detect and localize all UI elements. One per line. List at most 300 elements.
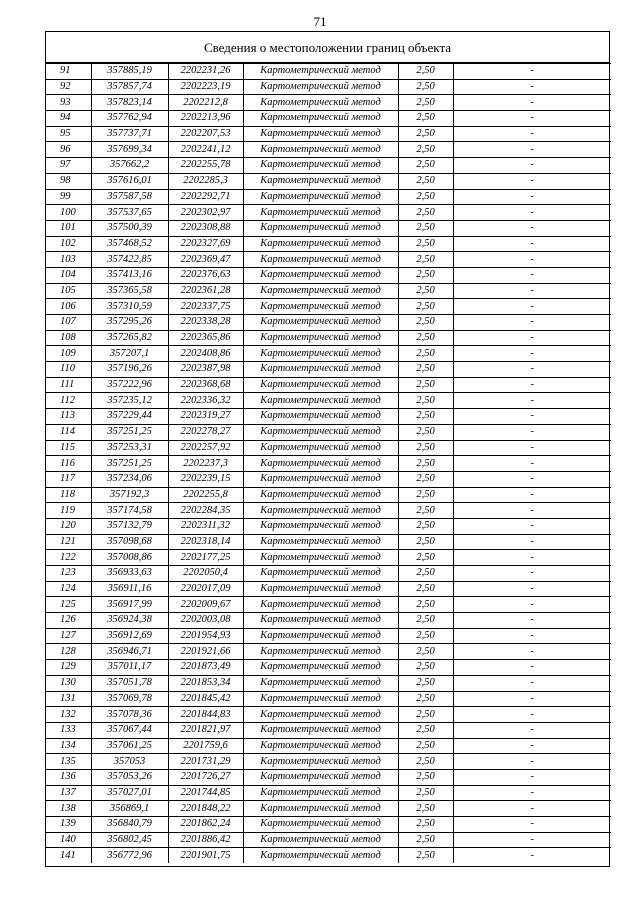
description-cell: - bbox=[453, 142, 611, 158]
description-cell: - bbox=[453, 581, 611, 597]
table-row bbox=[46, 283, 611, 299]
description-cell: - bbox=[453, 597, 611, 613]
accuracy-cell: 2,50 bbox=[398, 566, 453, 582]
x-coordinate-cell: 357196,26 bbox=[91, 362, 168, 378]
x-coordinate-cell: 356911,16 bbox=[91, 581, 168, 597]
point-number-cell: 110 bbox=[46, 362, 91, 378]
description-cell: - bbox=[453, 832, 611, 848]
point-number-cell: 134 bbox=[46, 738, 91, 754]
y-coordinate-cell: 2201862,24 bbox=[168, 817, 243, 833]
accuracy-cell: 2,50 bbox=[398, 346, 453, 362]
y-coordinate-cell: 2202336,32 bbox=[168, 393, 243, 409]
table-row bbox=[46, 189, 611, 205]
method-cell: Картометрический метод bbox=[243, 801, 398, 817]
point-number-cell: 107 bbox=[46, 315, 91, 331]
description-cell: - bbox=[453, 252, 611, 268]
method-cell: Картометрический метод bbox=[243, 220, 398, 236]
method-cell: Картометрический метод bbox=[243, 487, 398, 503]
table-row bbox=[46, 691, 611, 707]
table-row bbox=[46, 64, 611, 80]
y-coordinate-cell: 2201886,42 bbox=[168, 832, 243, 848]
point-number-cell: 93 bbox=[46, 95, 91, 111]
y-coordinate-cell: 2201853,34 bbox=[168, 675, 243, 691]
method-cell: Картометрический метод bbox=[243, 95, 398, 111]
x-coordinate-cell: 357011,17 bbox=[91, 660, 168, 676]
page-number: 71 bbox=[313, 14, 327, 29]
table-row bbox=[46, 738, 611, 754]
x-coordinate-cell: 357053 bbox=[91, 754, 168, 770]
x-coordinate-cell: 356869,1 bbox=[91, 801, 168, 817]
description-cell: - bbox=[453, 330, 611, 346]
description-cell: - bbox=[453, 675, 611, 691]
description-cell: - bbox=[453, 487, 611, 503]
y-coordinate-cell: 2202302,97 bbox=[168, 205, 243, 221]
point-number-cell: 101 bbox=[46, 220, 91, 236]
x-coordinate-cell: 357422,85 bbox=[91, 252, 168, 268]
x-coordinate-cell: 357234,06 bbox=[91, 471, 168, 487]
method-cell: Картометрический метод bbox=[243, 346, 398, 362]
x-coordinate-cell: 357008,86 bbox=[91, 550, 168, 566]
method-cell: Картометрический метод bbox=[243, 424, 398, 440]
section-title: Сведения о местоположении границ объекта bbox=[46, 32, 609, 63]
point-number-cell: 129 bbox=[46, 660, 91, 676]
x-coordinate-cell: 356924,38 bbox=[91, 613, 168, 629]
x-coordinate-cell: 357857,74 bbox=[91, 79, 168, 95]
description-cell: - bbox=[453, 236, 611, 252]
accuracy-cell: 2,50 bbox=[398, 64, 453, 80]
y-coordinate-cell: 2202177,25 bbox=[168, 550, 243, 566]
method-cell: Картометрический метод bbox=[243, 848, 398, 863]
x-coordinate-cell: 357310,59 bbox=[91, 299, 168, 315]
point-number-cell: 135 bbox=[46, 754, 91, 770]
method-cell: Картометрический метод bbox=[243, 299, 398, 315]
point-number-cell: 123 bbox=[46, 566, 91, 582]
description-cell: - bbox=[453, 848, 611, 863]
accuracy-cell: 2,50 bbox=[398, 691, 453, 707]
description-cell: - bbox=[453, 738, 611, 754]
point-number-cell: 102 bbox=[46, 236, 91, 252]
point-number-cell: 128 bbox=[46, 644, 91, 660]
accuracy-cell: 2,50 bbox=[398, 503, 453, 519]
point-number-cell: 126 bbox=[46, 613, 91, 629]
y-coordinate-cell: 2202292,71 bbox=[168, 189, 243, 205]
x-coordinate-cell: 357051,78 bbox=[91, 675, 168, 691]
description-cell: - bbox=[453, 95, 611, 111]
point-number-cell: 120 bbox=[46, 518, 91, 534]
method-cell: Картометрический метод bbox=[243, 785, 398, 801]
x-coordinate-cell: 357737,71 bbox=[91, 126, 168, 142]
y-coordinate-cell: 2201954,93 bbox=[168, 628, 243, 644]
method-cell: Картометрический метод bbox=[243, 456, 398, 472]
accuracy-cell: 2,50 bbox=[398, 534, 453, 550]
description-cell: - bbox=[453, 628, 611, 644]
x-coordinate-cell: 356772,96 bbox=[91, 848, 168, 863]
method-cell: Картометрический метод bbox=[243, 660, 398, 676]
y-coordinate-cell: 2202327,69 bbox=[168, 236, 243, 252]
accuracy-cell: 2,50 bbox=[398, 817, 453, 833]
x-coordinate-cell: 356802,45 bbox=[91, 832, 168, 848]
x-coordinate-cell: 357413,16 bbox=[91, 267, 168, 283]
table-row bbox=[46, 566, 611, 582]
method-cell: Картометрический метод bbox=[243, 613, 398, 629]
method-cell: Картометрический метод bbox=[243, 189, 398, 205]
description-cell: - bbox=[453, 220, 611, 236]
y-coordinate-cell: 2201921,66 bbox=[168, 644, 243, 660]
table-row bbox=[46, 315, 611, 331]
y-coordinate-cell: 2201845,42 bbox=[168, 691, 243, 707]
description-cell: - bbox=[453, 205, 611, 221]
x-coordinate-cell: 357251,25 bbox=[91, 424, 168, 440]
y-coordinate-cell: 2201731,29 bbox=[168, 754, 243, 770]
accuracy-cell: 2,50 bbox=[398, 158, 453, 174]
method-cell: Картометрический метод bbox=[243, 409, 398, 425]
point-number-cell: 131 bbox=[46, 691, 91, 707]
accuracy-cell: 2,50 bbox=[398, 315, 453, 331]
description-cell: - bbox=[453, 801, 611, 817]
accuracy-cell: 2,50 bbox=[398, 581, 453, 597]
y-coordinate-cell: 2201901,75 bbox=[168, 848, 243, 863]
table-row bbox=[46, 675, 611, 691]
accuracy-cell: 2,50 bbox=[398, 220, 453, 236]
method-cell: Картометрический метод bbox=[243, 330, 398, 346]
point-number-cell: 139 bbox=[46, 817, 91, 833]
description-cell: - bbox=[453, 111, 611, 127]
y-coordinate-cell: 2202050,4 bbox=[168, 566, 243, 582]
table-row bbox=[46, 252, 611, 268]
table-row bbox=[46, 644, 611, 660]
accuracy-cell: 2,50 bbox=[398, 848, 453, 863]
point-number-cell: 97 bbox=[46, 158, 91, 174]
description-cell: - bbox=[453, 769, 611, 785]
point-number-cell: 115 bbox=[46, 440, 91, 456]
method-cell: Картометрический метод bbox=[243, 158, 398, 174]
method-cell: Картометрический метод bbox=[243, 644, 398, 660]
y-coordinate-cell: 2202387,98 bbox=[168, 362, 243, 378]
table-row bbox=[46, 801, 611, 817]
accuracy-cell: 2,50 bbox=[398, 722, 453, 738]
y-coordinate-cell: 2202207,53 bbox=[168, 126, 243, 142]
x-coordinate-cell: 356946,71 bbox=[91, 644, 168, 660]
table-row bbox=[46, 346, 611, 362]
y-coordinate-cell: 2202376,63 bbox=[168, 267, 243, 283]
y-coordinate-cell: 2201844,83 bbox=[168, 707, 243, 723]
method-cell: Картометрический метод bbox=[243, 393, 398, 409]
x-coordinate-cell: 357027,01 bbox=[91, 785, 168, 801]
description-cell: - bbox=[453, 158, 611, 174]
x-coordinate-cell: 356933,63 bbox=[91, 566, 168, 582]
table-row bbox=[46, 111, 611, 127]
point-number-cell: 100 bbox=[46, 205, 91, 221]
boundary-points-table bbox=[46, 63, 611, 863]
description-cell: - bbox=[453, 613, 611, 629]
description-cell: - bbox=[453, 707, 611, 723]
point-number-cell: 108 bbox=[46, 330, 91, 346]
point-number-cell: 136 bbox=[46, 769, 91, 785]
x-coordinate-cell: 357253,31 bbox=[91, 440, 168, 456]
method-cell: Картометрический метод bbox=[243, 503, 398, 519]
accuracy-cell: 2,50 bbox=[398, 173, 453, 189]
description-cell: - bbox=[453, 173, 611, 189]
table-row bbox=[46, 785, 611, 801]
point-number-cell: 109 bbox=[46, 346, 91, 362]
accuracy-cell: 2,50 bbox=[398, 487, 453, 503]
table-row bbox=[46, 597, 611, 613]
method-cell: Картометрический метод bbox=[243, 64, 398, 80]
accuracy-cell: 2,50 bbox=[398, 738, 453, 754]
point-number-cell: 98 bbox=[46, 173, 91, 189]
x-coordinate-cell: 356912,69 bbox=[91, 628, 168, 644]
x-coordinate-cell: 357587,58 bbox=[91, 189, 168, 205]
accuracy-cell: 2,50 bbox=[398, 628, 453, 644]
method-cell: Картометрический метод bbox=[243, 315, 398, 331]
y-coordinate-cell: 2202257,92 bbox=[168, 440, 243, 456]
accuracy-cell: 2,50 bbox=[398, 236, 453, 252]
y-coordinate-cell: 2201759,6 bbox=[168, 738, 243, 754]
description-cell: - bbox=[453, 189, 611, 205]
point-number-cell: 111 bbox=[46, 377, 91, 393]
description-cell: - bbox=[453, 660, 611, 676]
method-cell: Картометрический метод bbox=[243, 440, 398, 456]
method-cell: Картометрический метод bbox=[243, 581, 398, 597]
description-cell: - bbox=[453, 503, 611, 519]
method-cell: Картометрический метод bbox=[243, 236, 398, 252]
point-number-cell: 118 bbox=[46, 487, 91, 503]
description-cell: - bbox=[453, 691, 611, 707]
table-row bbox=[46, 236, 611, 252]
point-number-cell: 92 bbox=[46, 79, 91, 95]
accuracy-cell: 2,50 bbox=[398, 613, 453, 629]
x-coordinate-cell: 357537,65 bbox=[91, 205, 168, 221]
accuracy-cell: 2,50 bbox=[398, 79, 453, 95]
y-coordinate-cell: 2202338,28 bbox=[168, 315, 243, 331]
method-cell: Картометрический метод bbox=[243, 252, 398, 268]
table-row bbox=[46, 79, 611, 95]
x-coordinate-cell: 357061,25 bbox=[91, 738, 168, 754]
method-cell: Картометрический метод bbox=[243, 754, 398, 770]
table-row bbox=[46, 299, 611, 315]
x-coordinate-cell: 357500,39 bbox=[91, 220, 168, 236]
accuracy-cell: 2,50 bbox=[398, 675, 453, 691]
point-number-cell: 96 bbox=[46, 142, 91, 158]
x-coordinate-cell: 357235,12 bbox=[91, 393, 168, 409]
table-row bbox=[46, 707, 611, 723]
x-coordinate-cell: 357468,52 bbox=[91, 236, 168, 252]
accuracy-cell: 2,50 bbox=[398, 142, 453, 158]
accuracy-cell: 2,50 bbox=[398, 471, 453, 487]
y-coordinate-cell: 2202284,35 bbox=[168, 503, 243, 519]
y-coordinate-cell: 2201821,97 bbox=[168, 722, 243, 738]
accuracy-cell: 2,50 bbox=[398, 393, 453, 409]
x-coordinate-cell: 357885,19 bbox=[91, 64, 168, 80]
accuracy-cell: 2,50 bbox=[398, 252, 453, 268]
table-row bbox=[46, 613, 611, 629]
accuracy-cell: 2,50 bbox=[398, 785, 453, 801]
y-coordinate-cell: 2202337,75 bbox=[168, 299, 243, 315]
y-coordinate-cell: 2202223,19 bbox=[168, 79, 243, 95]
table-row bbox=[46, 628, 611, 644]
accuracy-cell: 2,50 bbox=[398, 409, 453, 425]
table-row bbox=[46, 424, 611, 440]
table-row bbox=[46, 440, 611, 456]
y-coordinate-cell: 2202278,27 bbox=[168, 424, 243, 440]
method-cell: Картометрический метод bbox=[243, 79, 398, 95]
table-row bbox=[46, 173, 611, 189]
description-cell: - bbox=[453, 267, 611, 283]
y-coordinate-cell: 2201744,85 bbox=[168, 785, 243, 801]
x-coordinate-cell: 357762,94 bbox=[91, 111, 168, 127]
point-number-cell: 127 bbox=[46, 628, 91, 644]
table-row bbox=[46, 393, 611, 409]
table-row bbox=[46, 220, 611, 236]
x-coordinate-cell: 357616,01 bbox=[91, 173, 168, 189]
boundary-table-sheet bbox=[45, 31, 610, 867]
x-coordinate-cell: 357699,34 bbox=[91, 142, 168, 158]
point-number-cell: 117 bbox=[46, 471, 91, 487]
x-coordinate-cell: 357098,68 bbox=[91, 534, 168, 550]
x-coordinate-cell: 357222,96 bbox=[91, 377, 168, 393]
table-row bbox=[46, 456, 611, 472]
accuracy-cell: 2,50 bbox=[398, 832, 453, 848]
x-coordinate-cell: 357174,58 bbox=[91, 503, 168, 519]
point-number-cell: 112 bbox=[46, 393, 91, 409]
method-cell: Картометрический метод bbox=[243, 518, 398, 534]
table-row bbox=[46, 848, 611, 863]
point-number-cell: 106 bbox=[46, 299, 91, 315]
accuracy-cell: 2,50 bbox=[398, 707, 453, 723]
x-coordinate-cell: 357053,26 bbox=[91, 769, 168, 785]
point-number-cell: 95 bbox=[46, 126, 91, 142]
table-row bbox=[46, 660, 611, 676]
accuracy-cell: 2,50 bbox=[398, 597, 453, 613]
table-row bbox=[46, 754, 611, 770]
method-cell: Картометрический метод bbox=[243, 471, 398, 487]
method-cell: Картометрический метод bbox=[243, 566, 398, 582]
method-cell: Картометрический метод bbox=[243, 267, 398, 283]
method-cell: Картометрический метод bbox=[243, 675, 398, 691]
table-row bbox=[46, 534, 611, 550]
description-cell: - bbox=[453, 566, 611, 582]
y-coordinate-cell: 2202239,15 bbox=[168, 471, 243, 487]
point-number-cell: 103 bbox=[46, 252, 91, 268]
accuracy-cell: 2,50 bbox=[398, 205, 453, 221]
accuracy-cell: 2,50 bbox=[398, 424, 453, 440]
method-cell: Картометрический метод bbox=[243, 126, 398, 142]
y-coordinate-cell: 2202311,32 bbox=[168, 518, 243, 534]
method-cell: Картометрический метод bbox=[243, 738, 398, 754]
description-cell: - bbox=[453, 283, 611, 299]
method-cell: Картометрический метод bbox=[243, 597, 398, 613]
method-cell: Картометрический метод bbox=[243, 769, 398, 785]
point-number-cell: 119 bbox=[46, 503, 91, 519]
y-coordinate-cell: 2202408,86 bbox=[168, 346, 243, 362]
x-coordinate-cell: 357229,44 bbox=[91, 409, 168, 425]
x-coordinate-cell: 357069,78 bbox=[91, 691, 168, 707]
description-cell: - bbox=[453, 299, 611, 315]
description-cell: - bbox=[453, 518, 611, 534]
description-cell: - bbox=[453, 64, 611, 80]
y-coordinate-cell: 2202319,27 bbox=[168, 409, 243, 425]
y-coordinate-cell: 2202308,88 bbox=[168, 220, 243, 236]
method-cell: Картометрический метод bbox=[243, 628, 398, 644]
table-row bbox=[46, 722, 611, 738]
y-coordinate-cell: 2202255,78 bbox=[168, 158, 243, 174]
y-coordinate-cell: 2202003,08 bbox=[168, 613, 243, 629]
accuracy-cell: 2,50 bbox=[398, 267, 453, 283]
point-number-cell: 132 bbox=[46, 707, 91, 723]
description-cell: - bbox=[453, 456, 611, 472]
method-cell: Картометрический метод bbox=[243, 534, 398, 550]
description-cell: - bbox=[453, 754, 611, 770]
point-number-cell: 138 bbox=[46, 801, 91, 817]
point-number-cell: 113 bbox=[46, 409, 91, 425]
point-number-cell: 99 bbox=[46, 189, 91, 205]
description-cell: - bbox=[453, 393, 611, 409]
accuracy-cell: 2,50 bbox=[398, 660, 453, 676]
method-cell: Картометрический метод bbox=[243, 550, 398, 566]
method-cell: Картометрический метод bbox=[243, 691, 398, 707]
table-row bbox=[46, 487, 611, 503]
table-row bbox=[46, 817, 611, 833]
accuracy-cell: 2,50 bbox=[398, 754, 453, 770]
y-coordinate-cell: 2202237,3 bbox=[168, 456, 243, 472]
point-number-cell: 94 bbox=[46, 111, 91, 127]
table-row bbox=[46, 267, 611, 283]
x-coordinate-cell: 357295,26 bbox=[91, 315, 168, 331]
point-number-cell: 141 bbox=[46, 848, 91, 863]
x-coordinate-cell: 356917,99 bbox=[91, 597, 168, 613]
table-row bbox=[46, 330, 611, 346]
point-number-cell: 137 bbox=[46, 785, 91, 801]
method-cell: Картометрический метод bbox=[243, 173, 398, 189]
point-number-cell: 133 bbox=[46, 722, 91, 738]
y-coordinate-cell: 2202017,09 bbox=[168, 581, 243, 597]
method-cell: Картометрический метод bbox=[243, 111, 398, 127]
description-cell: - bbox=[453, 644, 611, 660]
table-row bbox=[46, 581, 611, 597]
accuracy-cell: 2,50 bbox=[398, 95, 453, 111]
x-coordinate-cell: 356840,79 bbox=[91, 817, 168, 833]
description-cell: - bbox=[453, 409, 611, 425]
table-row bbox=[46, 769, 611, 785]
table-row bbox=[46, 158, 611, 174]
y-coordinate-cell: 2202285,3 bbox=[168, 173, 243, 189]
y-coordinate-cell: 2202368,68 bbox=[168, 377, 243, 393]
description-cell: - bbox=[453, 424, 611, 440]
accuracy-cell: 2,50 bbox=[398, 126, 453, 142]
y-coordinate-cell: 2202318,14 bbox=[168, 534, 243, 550]
method-cell: Картометрический метод bbox=[243, 377, 398, 393]
accuracy-cell: 2,50 bbox=[398, 111, 453, 127]
accuracy-cell: 2,50 bbox=[398, 518, 453, 534]
method-cell: Картометрический метод bbox=[243, 142, 398, 158]
accuracy-cell: 2,50 bbox=[398, 299, 453, 315]
point-number-cell: 104 bbox=[46, 267, 91, 283]
description-cell: - bbox=[453, 471, 611, 487]
point-number-cell: 114 bbox=[46, 424, 91, 440]
point-number-cell: 105 bbox=[46, 283, 91, 299]
method-cell: Картометрический метод bbox=[243, 817, 398, 833]
table-row bbox=[46, 518, 611, 534]
x-coordinate-cell: 357265,82 bbox=[91, 330, 168, 346]
x-coordinate-cell: 357662,2 bbox=[91, 158, 168, 174]
table-row bbox=[46, 550, 611, 566]
table-row bbox=[46, 377, 611, 393]
accuracy-cell: 2,50 bbox=[398, 644, 453, 660]
table-body bbox=[46, 64, 611, 864]
point-number-cell: 121 bbox=[46, 534, 91, 550]
method-cell: Картометрический метод bbox=[243, 362, 398, 378]
point-number-cell: 140 bbox=[46, 832, 91, 848]
